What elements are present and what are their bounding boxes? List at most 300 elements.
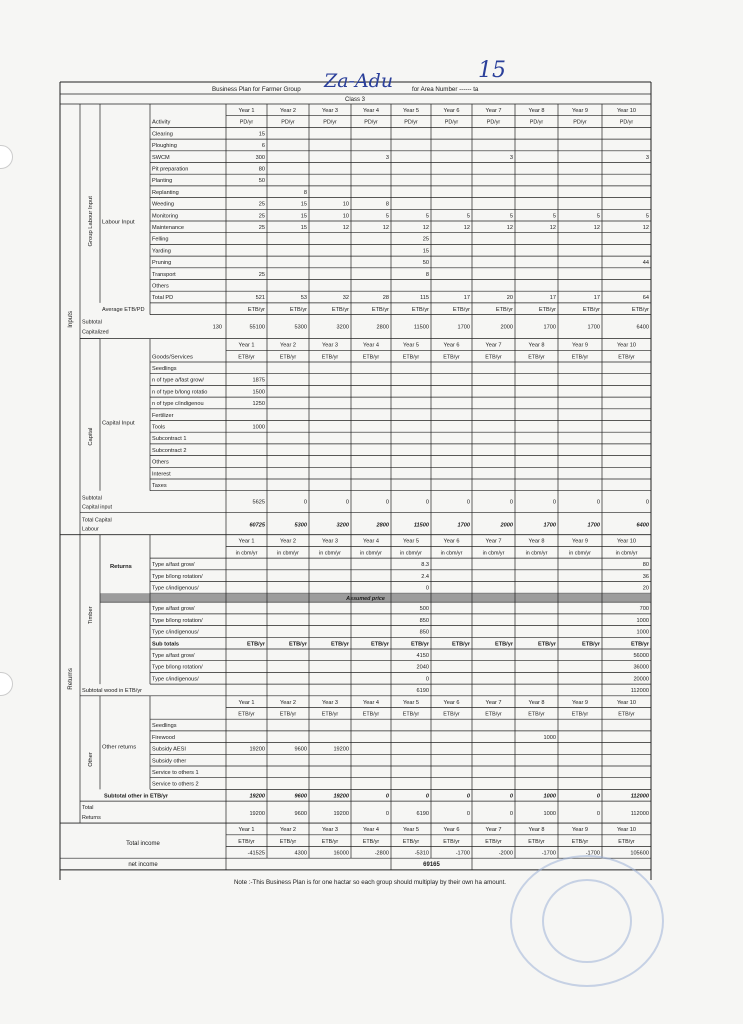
cell-value: ETB/yr: [411, 306, 429, 313]
cell-value: 0: [385, 811, 389, 818]
inputs-side-label: Inputs: [67, 310, 74, 328]
cell-value: 0: [466, 499, 470, 506]
cell-value: 2000: [500, 324, 513, 331]
cell-value: ETB/yr: [630, 641, 649, 648]
row-label: Pit preparation: [152, 166, 189, 173]
year-header: Year 7: [485, 342, 502, 349]
cell-value: ETB/yr: [631, 306, 649, 313]
cell-value: 6190: [416, 688, 429, 695]
cell-value: 15: [300, 201, 307, 208]
unit-header: ETB/yr: [528, 838, 545, 845]
cell-value: 2800: [376, 324, 389, 331]
cell-value: 25: [258, 201, 265, 208]
year-header: Year 8: [528, 699, 545, 706]
cell-value: 3200: [336, 324, 349, 331]
cell-value: 1700: [543, 324, 556, 331]
title-prefix: Business Plan for Farmer Group: [212, 86, 301, 93]
cell-value: 0: [552, 499, 556, 506]
cell-value: ETB/yr: [495, 306, 513, 313]
cell-value: 130: [212, 324, 222, 331]
cell-value: 5: [552, 213, 556, 220]
row-label: Capitalized: [82, 329, 109, 336]
row-label: Felling: [152, 236, 169, 243]
cell-value: 0: [509, 499, 513, 506]
cell-value: 36000: [633, 664, 649, 671]
cell-value: -1700: [541, 850, 556, 857]
row-label: Subcontract 1: [152, 436, 187, 443]
cell-value: ETB/yr: [410, 641, 429, 648]
cell-value: 12: [422, 225, 429, 231]
cell-value: 19200: [333, 793, 349, 800]
unit-header: in cbm/yr: [440, 550, 463, 557]
unit-header: ETB/yr: [279, 838, 297, 845]
cell-value: 12: [593, 225, 600, 231]
cell-value: 17: [593, 295, 600, 302]
unit-header: PD/yr: [486, 119, 501, 126]
unit-header: ETB/yr: [528, 354, 545, 361]
row-label: Planting: [152, 178, 173, 185]
cell-value: ETB/yr: [289, 306, 307, 313]
capital-input-label: Capital Input: [102, 420, 135, 427]
total-income-label: Total income: [126, 841, 160, 848]
unit-header: ETB/yr: [618, 354, 635, 361]
year-header: Year 2: [280, 538, 296, 545]
year-header: Year 6: [443, 699, 460, 706]
year-header: Year 10: [616, 827, 637, 834]
year-header: Year 7: [485, 699, 502, 706]
row-label: Type a/fast grow/: [152, 606, 195, 613]
year-header: Year 7: [485, 538, 502, 545]
row-label: n of type a/fast grow/: [152, 377, 204, 384]
unit-header: ETB/yr: [485, 354, 502, 361]
cell-value: 0: [466, 793, 470, 800]
year-header: Year 1: [238, 538, 255, 545]
cell-value: 1000: [543, 734, 556, 741]
cell-value: ETB/yr: [330, 641, 349, 648]
year-header: Year 4: [363, 108, 379, 114]
cell-value: 0: [425, 585, 429, 592]
unit-header: ETB/yr: [238, 838, 255, 845]
unit-header: PD/yr: [323, 119, 337, 126]
year-header: Year 2: [280, 699, 296, 706]
row-label: Maintenance: [152, 225, 185, 231]
year-header: Year 4: [363, 538, 379, 545]
unit-header: in cbm/yr: [482, 550, 505, 557]
cell-value: 53: [300, 295, 307, 302]
cell-value: 5: [466, 213, 470, 220]
year-header: Year 5: [403, 342, 419, 349]
row-label: Subtotal other in ETB/yr: [104, 793, 169, 800]
cell-value: 56000: [633, 653, 649, 659]
unit-header: PD/yr: [364, 119, 378, 126]
cell-value: -2800: [374, 850, 389, 857]
cell-value: 0: [425, 676, 429, 683]
unit-header: ETB/yr: [279, 354, 297, 361]
cell-value: 1700: [457, 324, 470, 331]
cell-value: 12: [342, 225, 349, 231]
row-label: Subsidy AESI: [152, 746, 186, 753]
timber-side-label: Timber: [88, 606, 94, 625]
year-header: Year 3: [322, 827, 338, 834]
row-label: n of type b/long rotatio: [152, 389, 208, 396]
cell-value: 0: [509, 811, 513, 818]
row-label: Tools: [152, 424, 166, 431]
cell-value: 112000: [630, 688, 649, 695]
cell-value: 5625: [252, 499, 265, 506]
year-header: Year 7: [485, 827, 502, 834]
cell-value: 850: [419, 617, 429, 624]
cell-value: 1000: [636, 629, 649, 636]
cell-value: 9600: [294, 811, 307, 818]
cell-value: ETB/yr: [581, 641, 600, 648]
row-label: Service to others 2: [152, 781, 199, 788]
unit-header: ETB/yr: [618, 711, 635, 718]
unit-header: ETB/yr: [571, 711, 589, 718]
cell-value: 19200: [333, 746, 349, 753]
unit-header: PD/yr: [573, 119, 587, 126]
cell-value: 3200: [336, 522, 349, 529]
cell-value: 25: [258, 213, 265, 220]
year-header: Year 7: [485, 108, 502, 114]
cell-value: 25: [258, 225, 265, 231]
cell-value: 12: [549, 225, 556, 231]
cell-value: 11500: [413, 522, 429, 529]
cell-value: ETB/yr: [537, 641, 556, 648]
cell-value: 2040: [416, 664, 429, 671]
unit-header: ETB/yr: [321, 838, 339, 845]
cell-value: 15: [422, 248, 429, 255]
cell-value: ETB/yr: [288, 641, 307, 648]
cell-value: ETB/yr: [452, 306, 470, 313]
row-label: Type c/indigenous/: [152, 629, 199, 636]
cell-value: 80: [642, 562, 649, 569]
cell-value: 3: [645, 154, 649, 161]
cell-value: ETB/yr: [370, 641, 389, 648]
year-header: Year 1: [238, 108, 255, 114]
cell-value: 20000: [633, 676, 649, 683]
unit-header: in cbm/yr: [569, 550, 591, 557]
cell-value: 19200: [249, 746, 265, 753]
row-label: Total PD: [152, 295, 174, 302]
unit-header: PD/yr: [619, 119, 634, 126]
unit-header: in cbm/yr: [235, 550, 258, 557]
year-header: Year 10: [616, 538, 637, 545]
cell-value: 28: [382, 295, 389, 302]
row-label: Subtotal: [82, 495, 102, 502]
cell-value: 0: [425, 793, 429, 800]
cell-value: 25: [422, 236, 429, 243]
cell-value: 1000: [252, 424, 265, 431]
row-label: Labour: [82, 526, 99, 533]
row-label: SWCM: [152, 154, 170, 161]
unit-header: ETB/yr: [362, 354, 380, 361]
row-label: Transport: [152, 271, 176, 278]
row-label: Weeding: [152, 201, 174, 208]
year-header: Year 10: [616, 108, 637, 114]
year-header: Year 2: [280, 827, 296, 834]
cell-value: -5310: [414, 850, 429, 857]
cell-value: 3: [385, 154, 389, 161]
cell-value: 5: [509, 213, 513, 220]
cell-value: 17: [549, 295, 556, 302]
cell-value: 55100: [249, 324, 265, 331]
cell-value: 36: [642, 573, 649, 580]
year-header: Year 9: [572, 342, 588, 349]
cell-value: 5: [385, 213, 389, 220]
row-label: Yarding: [152, 248, 171, 255]
cell-value: 15: [300, 213, 307, 220]
year-header: Year 3: [322, 699, 338, 706]
row-label: Fertilizer: [152, 412, 174, 419]
unit-header: ETB/yr: [571, 838, 589, 845]
unit-header: ETB/yr: [279, 711, 297, 718]
cell-value: 0: [425, 499, 429, 506]
assumed-price-label: Assumed price: [346, 596, 385, 603]
unit-header: PD/yr: [239, 119, 254, 126]
year-header: Year 1: [238, 342, 255, 349]
column-label: Goods/Services: [152, 354, 193, 361]
unit-header: PD/yr: [404, 119, 418, 126]
cell-value: 0: [385, 793, 389, 800]
year-header: Year 9: [572, 827, 588, 834]
row-label: Seedlings: [152, 366, 177, 372]
cell-value: 12: [506, 225, 513, 231]
unit-header: ETB/yr: [485, 838, 502, 845]
cell-value: 5: [596, 213, 600, 220]
cell-value: 6190: [416, 811, 429, 818]
year-header: Year 4: [363, 827, 379, 834]
year-header: Year 4: [363, 699, 379, 706]
row-label: Total Capital: [82, 517, 112, 524]
labour-input-label: Labour Input: [102, 219, 135, 226]
cell-value: 0: [385, 499, 389, 506]
row-label: Type b/long rotation/: [152, 664, 203, 671]
year-header: Year 9: [572, 108, 588, 114]
cell-value: 2800: [376, 522, 389, 529]
row-label: Subtotal wood in ETB/yr: [82, 688, 143, 695]
cell-value: 2000: [500, 522, 513, 529]
row-label: Average ETB/PD: [102, 306, 145, 313]
year-header: Year 5: [403, 108, 419, 114]
unit-header: ETB/yr: [571, 354, 589, 361]
cell-value: 112000: [630, 793, 649, 800]
unit-header: ETB/yr: [443, 354, 460, 361]
cell-value: -41525: [247, 850, 265, 857]
cell-value: 10: [342, 213, 349, 220]
row-label: Returns: [82, 815, 101, 822]
cell-value: 25: [258, 271, 265, 278]
cell-value: 64: [642, 295, 649, 302]
row-label: Type a/fast grow/: [152, 653, 195, 659]
unit-header: ETB/yr: [402, 354, 420, 361]
cell-value: 0: [645, 499, 649, 506]
year-header: Year 3: [322, 342, 338, 349]
cell-value: ETB/yr: [494, 641, 513, 648]
cell-value: 3: [509, 154, 513, 161]
net-income-label: net income: [128, 862, 158, 869]
footnote: Note :-This Business Plan is for one hactar so each group should multiplay by their own ha amount.: [233, 878, 507, 886]
row-label: Taxes: [152, 483, 167, 489]
row-label: Subcontract 2: [152, 447, 187, 454]
year-header: Year 4: [363, 342, 379, 349]
cell-value: 0: [596, 499, 600, 506]
cell-value: 9600: [294, 793, 307, 800]
unit-header: ETB/yr: [402, 711, 420, 718]
row-label: Pruning: [152, 260, 172, 267]
cell-value: 1875: [252, 377, 265, 384]
year-header: Year 5: [403, 699, 419, 706]
unit-header: in cbm/yr: [400, 550, 422, 557]
cell-value: 0: [345, 499, 349, 506]
cell-value: 0: [509, 793, 513, 800]
year-header: Year 8: [528, 827, 545, 834]
cell-value: 0: [596, 811, 600, 818]
cell-value: ETB/yr: [247, 306, 265, 313]
unit-header: ETB/yr: [528, 711, 545, 718]
cell-value: 1700: [587, 522, 600, 529]
cell-value: 1700: [543, 522, 556, 529]
unit-header: ETB/yr: [402, 838, 420, 845]
cell-value: 0: [303, 499, 307, 506]
row-label: Type b/long rotation/: [152, 573, 203, 580]
cell-value: 44: [642, 260, 649, 267]
row-label: Seedlings: [152, 723, 177, 730]
other-side-label: Other: [88, 752, 94, 767]
year-header: Year 10: [616, 699, 637, 706]
cell-value: 12: [382, 225, 389, 231]
cell-value: -2000: [498, 850, 513, 857]
unit-header: in cbm/yr: [525, 550, 548, 557]
unit-header: in cbm/yr: [277, 550, 299, 557]
cell-value: 1250: [252, 401, 265, 408]
row-label: Subtotal: [82, 319, 102, 326]
year-header: Year 8: [528, 342, 545, 349]
cell-value: ETB/yr: [451, 641, 470, 648]
cell-value: 8: [303, 189, 307, 196]
cell-value: 1700: [587, 324, 600, 331]
row-label: Type b/long rotation/: [152, 617, 203, 624]
year-header: Year 5: [403, 538, 419, 545]
year-header: Year 6: [443, 342, 460, 349]
row-label: Type c/indigenous/: [152, 676, 199, 683]
row-label: Monitoring: [152, 213, 179, 220]
cell-value: 50: [258, 178, 265, 185]
cell-value: 12: [642, 225, 649, 231]
year-header: Year 3: [322, 108, 338, 114]
handwritten-group-name: Za-Adu: [324, 70, 394, 92]
other-returns-label: Other returns: [102, 744, 137, 751]
cell-value: 1500: [252, 389, 265, 396]
year-header: Year 9: [572, 699, 588, 706]
year-header: Year 8: [528, 108, 545, 114]
cell-value: 80: [258, 166, 265, 173]
cell-value: ETB/yr: [331, 306, 349, 313]
cell-value: ETB/yr: [246, 641, 265, 648]
class-label: Class 3: [344, 97, 366, 103]
unit-header: in cbm/yr: [615, 550, 638, 557]
row-label: Replanting: [152, 189, 179, 196]
cell-value: 1000: [543, 811, 556, 818]
row-label: Total: [82, 805, 94, 812]
cell-value: 1000: [543, 793, 556, 800]
cell-value: 1000: [636, 617, 649, 624]
year-header: Year 5: [403, 827, 419, 834]
net-income-value: 69165: [423, 862, 440, 869]
unit-header: ETB/yr: [321, 354, 339, 361]
cell-value: 12: [463, 225, 470, 231]
row-label: Interest: [152, 471, 171, 478]
year-header: Year 2: [280, 108, 296, 114]
handwritten-note: 15: [478, 58, 506, 83]
row-label: Sub totals: [152, 641, 180, 648]
row-label: Type c/indigenous/: [152, 585, 199, 592]
cell-value: 300: [255, 154, 265, 161]
cell-value: 8: [385, 201, 389, 208]
unit-header: in cbm/yr: [360, 550, 382, 557]
cell-value: 500: [419, 606, 429, 613]
cell-value: 700: [639, 606, 649, 613]
year-header: Year 6: [443, 827, 460, 834]
year-header: Year 8: [528, 538, 545, 545]
cell-value: 19200: [333, 811, 349, 818]
cell-value: 112000: [630, 811, 649, 818]
year-header: Year 6: [443, 108, 460, 114]
cell-value: ETB/yr: [582, 306, 600, 313]
cell-value: 8: [425, 271, 429, 278]
cell-value: 15: [258, 131, 265, 138]
year-header: Year 1: [238, 699, 255, 706]
year-header: Year 2: [280, 342, 296, 349]
cell-value: 60725: [249, 522, 265, 529]
cell-value: 521: [255, 295, 265, 302]
cell-value: 16000: [333, 850, 349, 857]
unit-header: ETB/yr: [362, 711, 380, 718]
row-label: Service to others 1: [152, 770, 199, 776]
cell-value: 4300: [294, 850, 307, 857]
cell-value: -1700: [455, 850, 470, 857]
row-label: Others: [152, 283, 169, 290]
cell-value: 10: [342, 201, 349, 208]
cell-value: 11500: [413, 324, 429, 331]
unit-header: ETB/yr: [321, 711, 339, 718]
labour-side-label: Group Labour Input: [88, 196, 94, 247]
unit-header: ETB/yr: [238, 354, 255, 361]
unit-header: PD/yr: [529, 119, 544, 126]
cell-value: 6400: [636, 522, 649, 529]
returns-side-label: Returns: [67, 668, 74, 690]
row-label: Ploughing: [152, 143, 177, 150]
cell-value: 5: [425, 213, 429, 220]
cell-value: 50: [422, 260, 429, 267]
year-header: Year 6: [443, 538, 460, 545]
unit-header: PD/yr: [444, 119, 459, 126]
cell-value: 2.4: [421, 573, 429, 580]
year-header: Year 9: [572, 538, 588, 545]
cell-value: 5300: [294, 522, 307, 529]
row-label: Subsidy other: [152, 758, 187, 765]
cell-value: 105600: [630, 850, 649, 857]
cell-value: 6400: [636, 324, 649, 331]
cell-value: 0: [596, 793, 600, 800]
row-label: Firewood: [152, 734, 176, 741]
cell-value: 15: [300, 225, 307, 231]
column-label: Activity: [152, 119, 171, 126]
cell-value: 5: [645, 213, 649, 220]
unit-header: ETB/yr: [238, 711, 255, 718]
cell-value: ETB/yr: [371, 306, 389, 313]
cell-value: 115: [420, 295, 429, 302]
year-header: Year 3: [322, 538, 338, 545]
